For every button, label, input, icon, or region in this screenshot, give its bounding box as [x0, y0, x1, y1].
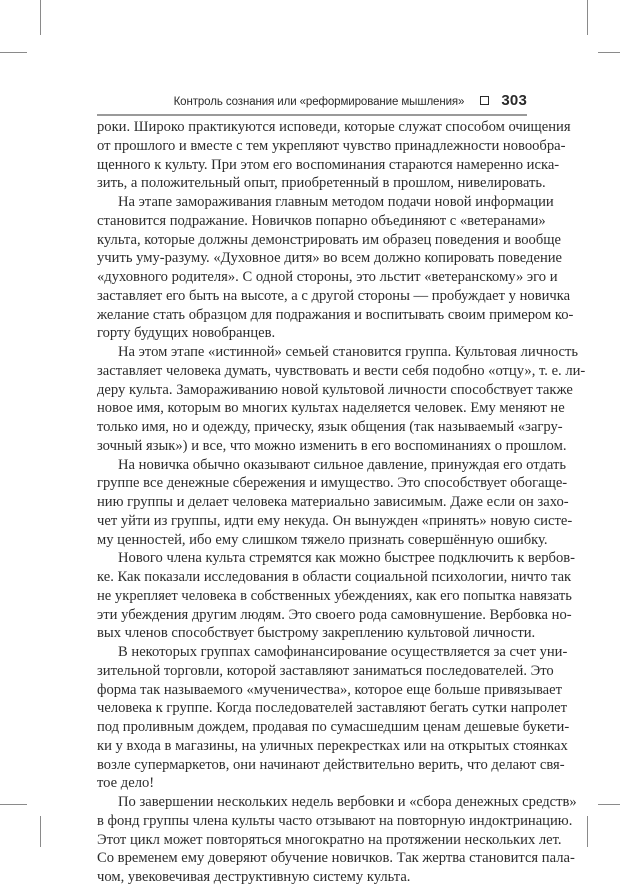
text-line: в фонд группы члена культы часто отзывают на повторную индоктринацию. [97, 812, 573, 829]
square-bullet-icon [480, 96, 489, 105]
text-line: желание стать образцом для подражания и воспитывать своим примером ко- [97, 306, 574, 323]
crop-mark-bottom-right-horizontal [598, 804, 620, 805]
text-line: от прошлого и вместе с тем укрепляют чувство принадлежности новообра- [97, 137, 566, 154]
text-line: зительной торговли, которой заставляют заниматься последователей. Это [97, 662, 554, 679]
text-line: зить, а положительный опыт, приобретенный в прошлом, нивелировать. [97, 175, 546, 192]
text-line: му ценностей, ибо ему слишком тяжело признать совершённую ошибку. [97, 531, 548, 548]
paragraph [97, 456, 573, 550]
text-line: На этом этапе «истинной» семьей становится группа. Культовая личность [118, 344, 579, 360]
text-line: становится подражание. Новичков попарно объединяют с «ветеранами» [97, 212, 546, 229]
text-line: эти убеждения другим людям. Это своего рода самовнушение. Вербовка но- [97, 606, 572, 623]
text-line: На новичка обычно оказывают сильное давление, принуждая его отдать [118, 456, 567, 473]
text-line: чом, увековечивая деструктивную систему культа. [97, 869, 411, 885]
crop-mark-bottom-left-vertical [40, 816, 41, 847]
text-line: Со временем ему доверяют обучение новичков. Так жертва становится пала- [97, 850, 575, 867]
text-line: форма так называемого «мученичества», которое еще больше привязывает [97, 681, 562, 698]
text-line: нию группы и делает человека материально зависимым. Даже если он захо- [97, 494, 569, 510]
crop-mark-top-right-horizontal [598, 52, 620, 53]
text-line: щенного к культу. При этом его воспоминания стараются намеренно иска- [97, 156, 560, 173]
text-line: группе все денежные сбережения и имущество. Это способствует обогаще- [97, 475, 568, 492]
running-title: Контроль сознания или «реформирование мышления» [173, 96, 465, 108]
crop-mark-bottom-right-vertical [587, 816, 588, 847]
header-rule [97, 114, 527, 116]
text-line: заставляет человека думать, чувствовать и вести себя подобно «отцу», т. е. ли- [97, 362, 586, 379]
text-line: зочный язык») и все, что можно изменить в его воспоминаниях о прошлом. [97, 437, 567, 454]
text-line: учить уму-разуму. «Духовное дитя» во всем должно копировать поведение [97, 250, 563, 267]
running-header [97, 92, 527, 112]
page-body [97, 118, 586, 887]
text-line: культа, которые должны демонстрировать им образец поведения и вообще [97, 231, 561, 248]
text-line: под проливным дождем, продавая по сумасшедшим ценам дешевые букети- [97, 719, 570, 735]
crop-mark-top-left-vertical [40, 0, 41, 35]
text-line: Этот цикл может повторяться многократно на протяжении нескольких лет. [97, 831, 562, 848]
paragraph [97, 549, 575, 643]
text-line: не укрепляет человека в собственных убеждениях, как его попытка навязать [97, 587, 572, 604]
crop-mark-bottom-left-horizontal [0, 804, 27, 805]
text-line: «духовного родителя». С одной стороны, это льстит «ветеранскому» эго и [97, 269, 558, 285]
text-line: горту будущих новобранцев. [97, 325, 276, 342]
text-line: Нового члена культа стремятся как можно быстрее подключить к вербов- [118, 550, 575, 567]
text-line: заставляет его быть на высоте, а с другой стороны — пробуждает у новичка [97, 287, 571, 304]
text-line: ки у входа в магазины, на уличных перекрестках или на открытых стоянках [97, 737, 568, 754]
page-number: 303 [501, 92, 527, 109]
crop-mark-top-left-horizontal [0, 52, 27, 53]
paragraph [97, 793, 577, 887]
text-line: В некоторых группах самофинансирование осуществляется за счет уни- [118, 644, 568, 660]
crop-mark-top-right-vertical [587, 0, 588, 35]
paragraph [97, 643, 570, 793]
paragraph [97, 118, 571, 193]
text-line: новое имя, которым во многих культах наделяется человек. Ему меняют не [97, 400, 565, 417]
text-line: человека к группе. Когда последователей заставляют бегать сутки напролет [97, 700, 568, 717]
text-line: чет уйти из группы, идти ему некуда. Он вынужден «принять» новую систе- [97, 512, 573, 529]
paragraph [97, 193, 574, 343]
text-line: вых членов способствует быстрому закреплению культовой личности. [97, 625, 536, 642]
text-line: возле супермаркетов, они начинают действительно верить, что делают свя- [97, 756, 565, 773]
text-line: ке. Как показали исследования в области социальной психологии, ничто так [97, 569, 572, 585]
text-line: роки. Широко практикуются исповеди, которые служат способом очищения [97, 119, 571, 135]
text-line: По завершении нескольких недель вербовки и «сбора денежных средств» [118, 794, 577, 810]
text-line: На этапе замораживания главным методом подачи новой информации [118, 194, 554, 210]
text-line: тое дело! [97, 775, 155, 792]
paragraph [97, 343, 586, 456]
text-line: деру культа. Замораживанию новой культовой личности способствует также [97, 381, 573, 398]
text-line: только имя, но и одежду, прическу, язык общения (так называемый «загру- [97, 419, 563, 435]
